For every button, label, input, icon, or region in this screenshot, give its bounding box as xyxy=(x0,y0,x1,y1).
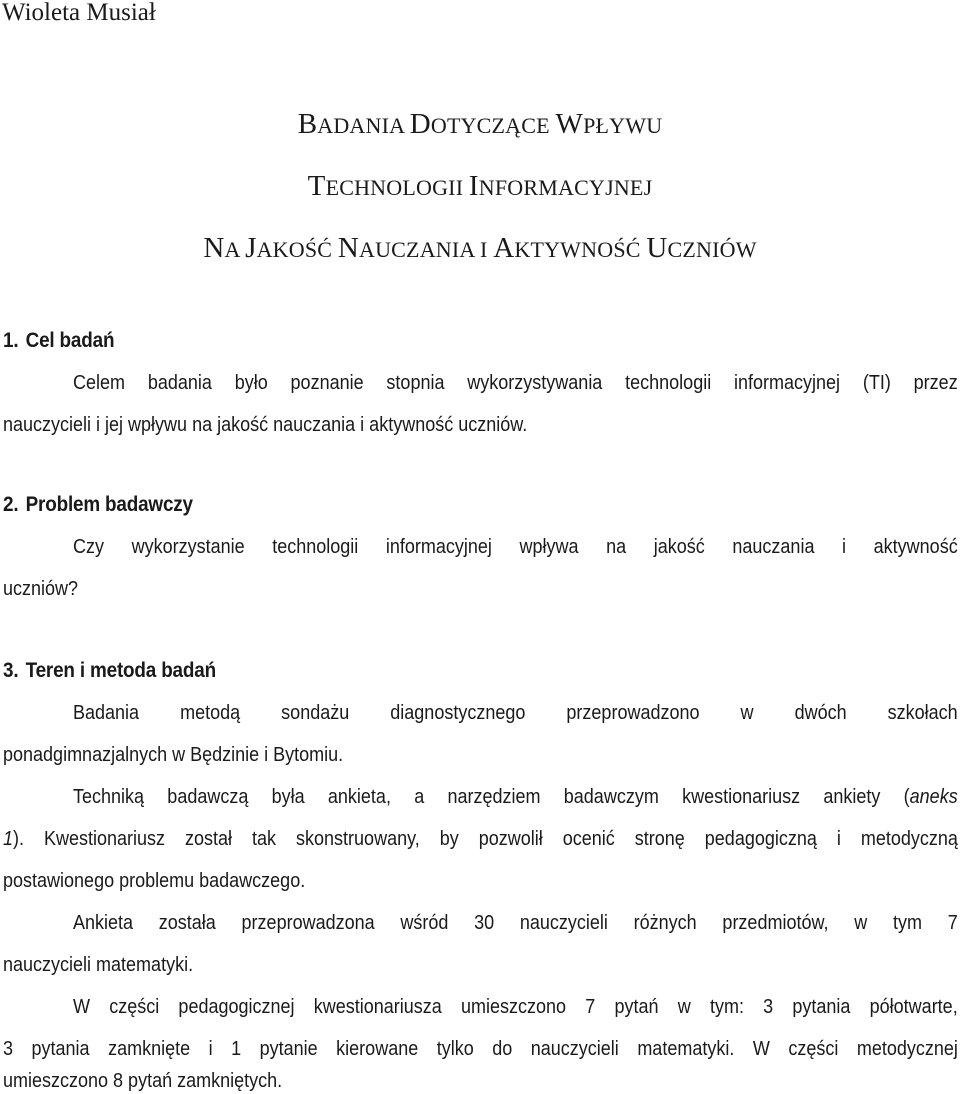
paragraph-line: Ankieta została przeprowadzona wśród 30 nauczycieli różnych przedmiotów, w tym 7 xyxy=(73,912,958,934)
paragraph-line: Badania metodą sondażu diagnostycznego przeprowadzono w dwóch szkołach xyxy=(73,702,958,724)
document-title-line-2: TECHNOLOGII INFORMACYJNEJ xyxy=(307,170,653,202)
paragraph-line: Celem badania było poznanie stopnia wykorzystywania technologii informacyjnej (TI) przez xyxy=(73,372,958,394)
paragraph-line: W części pedagogicznej kwestionariusza umieszczono 7 pytań w tym: 3 pytania półotwarte, xyxy=(73,996,958,1018)
paragraph-line: ponadgimnazjalnych w Będzinie i Bytomiu. xyxy=(3,744,344,766)
paragraph-line: postawionego problemu badawczego. xyxy=(3,870,306,892)
document-title-line-1: BADANIA DOTYCZĄCE WPŁYWU xyxy=(297,108,663,140)
section-heading-cel-badan: 1. Cel badań xyxy=(3,329,115,352)
paragraph-line: nauczycieli i jej wpływu na jakość nauczania i aktywność uczniów. xyxy=(3,414,528,436)
section-heading-problem-badawczy: 2. Problem badawczy xyxy=(3,493,193,516)
paragraph-line: Techniką badawczą była ankieta, a narzędziem badawczym kwestionariusz ankiety (aneks xyxy=(73,786,958,808)
paragraph-line: umieszczono 8 pytań zamkniętych. xyxy=(3,1070,283,1092)
paragraph-line: 1). Kwestionariusz został tak skonstruowany, by pozwolił ocenić stronę pedagogiczną i metodyczną xyxy=(3,828,958,850)
paragraph-line: 3 pytania zamknięte i 1 pytanie kierowane tylko do nauczycieli matematyki. W części metodycznej xyxy=(3,1038,958,1060)
author-name: Wioleta Musiał xyxy=(2,0,156,26)
paragraph-line: nauczycieli matematyki. xyxy=(3,954,194,976)
paragraph-line: uczniów? xyxy=(3,578,79,600)
section-heading-teren-i-metoda: 3. Teren i metoda badań xyxy=(3,659,216,682)
document-title-line-3: NA JAKOŚĆ NAUCZANIA I AKTYWNOŚĆ UCZNIÓW xyxy=(203,232,757,264)
annex-reference: aneks xyxy=(909,786,958,808)
paragraph-line: Czy wykorzystanie technologii informacyjnej wpływa na jakość nauczania i aktywność xyxy=(73,536,958,558)
